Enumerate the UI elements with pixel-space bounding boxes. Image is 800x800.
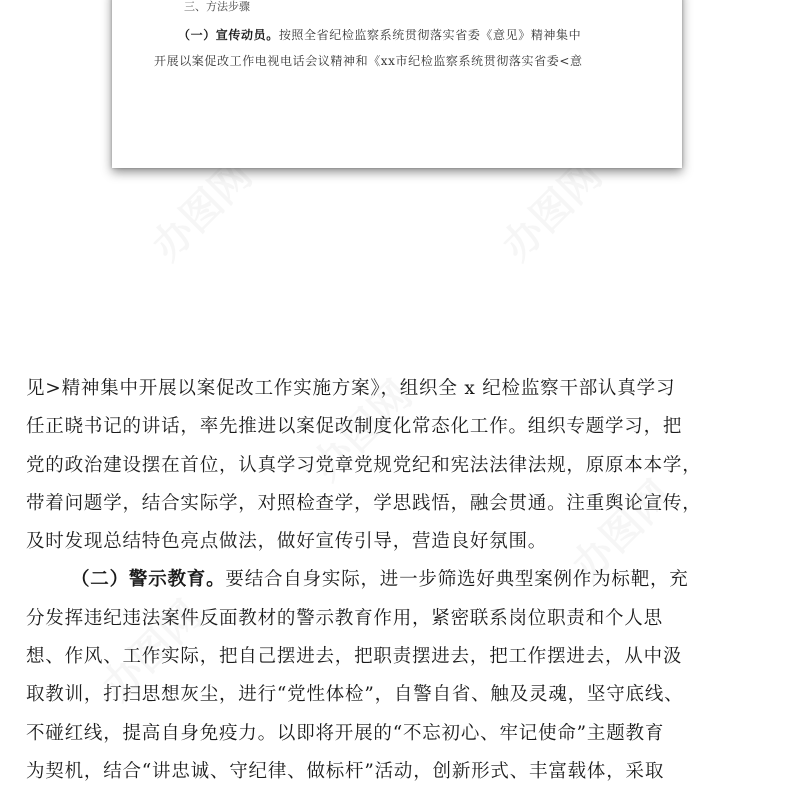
paragraph-line: 见>精神集中开展以案促改工作实施方案》，组织全 x 纪检监察干部认真学习	[26, 378, 676, 399]
section-heading: 三、方法步骤	[184, 0, 250, 13]
page-thumbnail	[112, 0, 682, 168]
paragraph-line: 不碰红线，提高自身免疫力。以即将开展的“不忘初心、牢记使命”主题教育	[26, 722, 665, 744]
subheading-warning-education: （二）警示教育。	[71, 569, 226, 591]
paragraph-line: 取教训，打扫思想灰尘，进行“党性体检”，自警自省、触及灵魂，坚守底线、	[26, 684, 684, 706]
subheading-publicity: （一）宣传动员。	[178, 28, 279, 42]
paragraph-line: 为契机，结合“讲忠诚、守纪律、做标杆”活动，创新形式、丰富载体，采取	[26, 760, 665, 782]
thumbnail-line	[178, 26, 581, 43]
paragraph-line: 任正晓书记的讲话，率先推进以案促改制度化常态化工作。组织专题学习，把	[26, 416, 683, 438]
watermark: 办图网	[303, 372, 422, 490]
watermark: 办图网	[493, 152, 612, 270]
paragraph-line: 想、作风、工作实际，把自己摆进去，把职责摆进去，把工作摆进去，从中汲	[26, 646, 683, 668]
paragraph-line: 分发挥违纪违法案件反面教材的警示教育作用，紧密联系岗位职责和个人思	[26, 607, 663, 629]
thumbnail-line-text: 按照全省纪检监察系统贯彻落实省委《意见》精神集中	[278, 28, 582, 42]
watermark: 办图网	[563, 472, 682, 590]
document-body	[26, 370, 746, 791]
watermark: 办图网	[93, 592, 212, 710]
paragraph-line: 及时发现总结特色亮点做法，做好宣传引导，营造良好氛围。	[26, 531, 548, 553]
paragraph-line: 党的政治建设摆在首位，认真学习党章党规党纪和宪法法律法规，原原本本学，	[26, 454, 702, 476]
watermark: 办图网	[143, 152, 262, 270]
paragraph-line-text: 要结合自身实际，进一步筛选好典型案例作为标靶，充	[225, 569, 689, 591]
thumbnail-line: 开展以案促改工作电视电话会议精神和《xx市纪检监察系统贯彻落实省委<意	[154, 54, 583, 68]
paragraph-line: 带着问题学，结合实际学，对照检查学，学思践悟，融会贯通。注重舆论宣传，	[26, 492, 702, 514]
paragraph-line	[26, 561, 746, 599]
